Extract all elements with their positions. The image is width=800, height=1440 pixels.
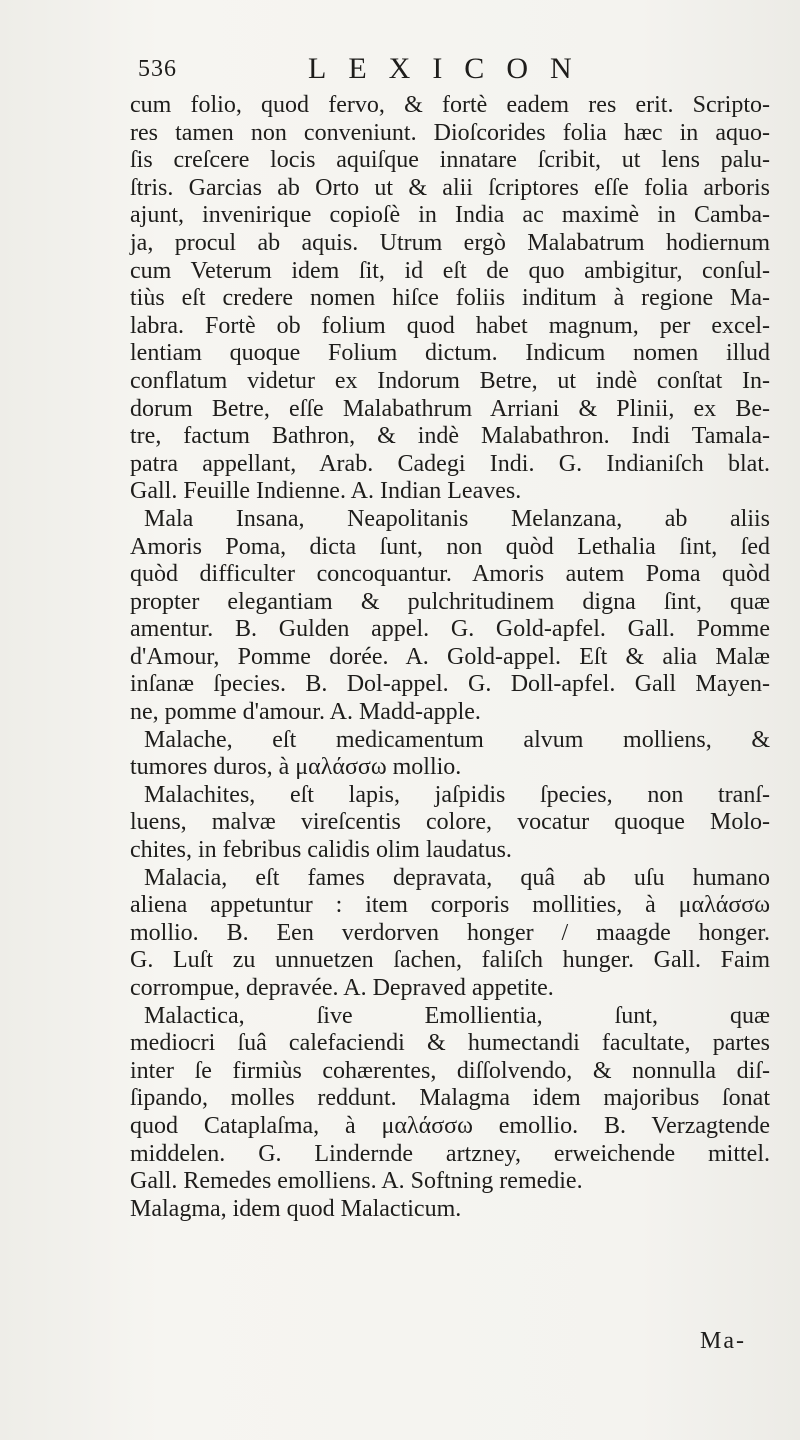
text-line: amentur. B. Gulden appel. G. Gold-apfel. Gall. Pomme (130, 616, 770, 643)
text-line: res tamen non conveniunt. Dioſcorides folia hæc in aquo- (130, 119, 770, 146)
body-text (130, 92, 770, 1223)
text-line: ajunt, invenirique copioſè in India ac maximè in Camba- (130, 202, 770, 229)
text-line: cum Veterum idem ſit, id eſt de quo ambigitur, conſul- (130, 257, 770, 284)
catchword: Ma- (700, 1328, 746, 1354)
text-line: d'Amour, Pomme dorée. A. Gold-appel. Eſt & alia Malæ (130, 643, 770, 670)
text-line: aliena appetuntur : item corporis mollities, à μαλάσσω (130, 892, 770, 919)
text-line: ſipando, molles reddunt. Malagma idem majoribus ſonat (130, 1085, 770, 1112)
text-line: Malacia, eſt fames depravata, quâ ab uſu humano (144, 864, 770, 891)
page-header (138, 52, 698, 96)
text-line: Amoris Poma, dicta ſunt, non quòd Lethalia ſint, ſed (130, 533, 770, 560)
text-line: mediocri ſuâ calefaciendi & humectandi facultate, partes (130, 1030, 770, 1057)
text-line: G. Luſt zu unnuetzen ſachen, faliſch hunger. Gall. Faim (130, 947, 770, 974)
text-line: ne, pomme d'amour. A. Madd-apple. (130, 699, 481, 726)
text-line: corrompue, depravée. A. Depraved appetite. (130, 975, 554, 1001)
text-line: Mala Insana, Neapolitanis Melanzana, ab aliis (144, 505, 770, 532)
text-line: propter elegantiam & pulchritudinem digna ſint, quæ (130, 588, 770, 615)
text-line: inſanæ ſpecies. B. Dol-appel. G. Doll-apfel. Gall Mayen- (130, 671, 770, 698)
text-line: ſtris. Garcias ab Orto ut & alii ſcriptores eſſe folia arboris (130, 174, 770, 201)
text-line: Gall. Feuille Indienne. A. Indian Leaves. (130, 478, 522, 505)
text-line: middelen. G. Linderndе artzney, erweichende mittel. (130, 1140, 770, 1167)
page-number: 536 (138, 56, 177, 82)
text-line: tumores duros, à μαλάσσω mollio. (130, 754, 462, 781)
text-line: conflatum videtur ex Indorum Betre, ut indè conſtat In- (130, 367, 770, 394)
text-line: Gall. Remedes emolliens. A. Softning remedie. (130, 1168, 583, 1195)
text-line: Malachites, eſt lapis, jaſpidis ſpecies, non tranſ- (144, 781, 770, 808)
text-line: cum folio, quod fervo, & fortè eadem res erit. Scripto- (130, 92, 770, 118)
text-line: dorum Betre, eſſe Malabathrum Arriani & Plinii, ex Be- (130, 395, 770, 422)
text-line: Malache, eſt medicamentum alvum molliens, & (144, 726, 770, 753)
text-line: lentiam quoque Folium dictum. Indicum nomen illud (130, 340, 770, 367)
text-line: patra appellant, Arab. Cadegi Indi. G. Indianiſch blat. (130, 450, 770, 477)
text-line: ja, procul ab aquis. Utrum ergò Malabatrum hodiernum (130, 229, 770, 256)
text-line: luens, malvæ vireſcentis colore, vocatur quoque Molo- (130, 809, 770, 836)
text-line: Malactica, ſive Emollientia, ſunt, quæ (144, 1002, 770, 1029)
text-line: labra. Fortè ob folium quod habet magnum, per excel- (130, 312, 770, 339)
text-line: Malagma, idem quod Malacticum. (130, 1195, 462, 1222)
text-line: quod Cataplaſma, à μαλάσσω emollio. B. Verzagtende (130, 1112, 770, 1139)
text-line: quòd difficulter concoquantur. Amoris autem Poma quòd (130, 561, 770, 588)
text-line: inter ſe firmiùs cohærentes, diſſolvendo, & nonnulla diſ- (130, 1057, 770, 1084)
text-line: mollio. B. Een verdorven honger / maagde honger. (130, 919, 770, 946)
text-line: tre, factum Bathron, & indè Malabathron. Indi Tamala- (130, 423, 770, 450)
text-line: chites, in febribus calidis olim laudatus. (130, 837, 512, 864)
text-line: ſis creſcere locis aquiſque innatare ſcribit, ut lens palu- (130, 147, 770, 174)
text-line: tiùs eſt credere nomen hiſce foliis inditum à regione Ma- (130, 285, 770, 312)
running-title: LEXICON (308, 52, 594, 85)
